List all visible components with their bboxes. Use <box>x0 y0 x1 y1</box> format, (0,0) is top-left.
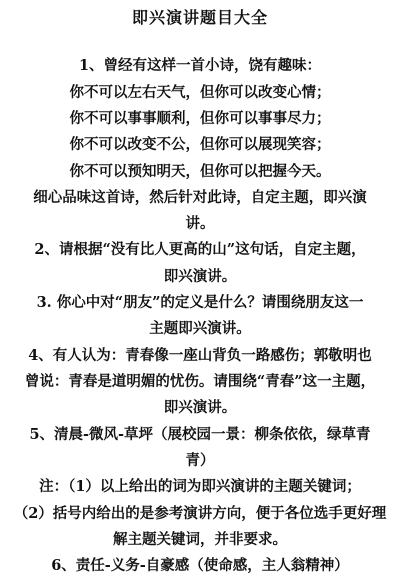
item3-line1: 3. 你心中对“朋友”的定义是什么？请围绕朋友这一 <box>36 294 364 311</box>
note-line2: （2）括号内给出的是参考演讲方向，便于各位选手更好理 <box>13 505 387 522</box>
note-line3: 解主题关键词，并非要求。 <box>113 531 287 548</box>
item1-heading: 1、曾经有这样一首小诗，饶有趣味： <box>78 57 322 74</box>
item5-line1: 5、清晨-微风-草坪（展校园一景：柳条依依，绿草青 <box>29 426 371 443</box>
poem-line-1: 你不可以左右天气，但你可以改变心情； <box>69 84 331 101</box>
note-line1: 注：（1）以上给出的词为即兴演讲的主题关键词； <box>39 478 361 495</box>
item4-line3: 即兴演讲。 <box>163 399 237 416</box>
item5-line2: 青） <box>185 452 215 469</box>
item1-instruction-line2: 讲。 <box>185 215 215 232</box>
item3-line2: 主题即兴演讲。 <box>149 320 251 337</box>
poem-line-3: 你不可以改变不公，但你可以展现笑容； <box>69 136 331 153</box>
item1-instruction-line1: 细心品味这首诗，然后针对此诗，自定主题，即兴演 <box>33 189 367 206</box>
poem-line-4: 你不可以预知明天，但你可以把握今天。 <box>69 163 331 180</box>
item4-line1: 4、有人认为：青春像一座山背负一路感伤；郭敬明也 <box>28 347 372 364</box>
poem-line-2: 你不可以事事顺利，但你可以事事尽力； <box>69 110 331 127</box>
item4-line2: 曾说：青春是道明媚的忧伤。请围绕“青春”这一主题， <box>24 373 376 390</box>
page-title: 即兴演讲题目大全 <box>131 8 268 27</box>
item6-line1: 6、责任-义务-自豪感（使命感，主人翁精神） <box>51 557 349 574</box>
item2-line2: 即兴演讲。 <box>163 268 237 285</box>
item2-line1: 2、请根据“没有比人更高的山”这句话，自定主题， <box>34 241 366 258</box>
